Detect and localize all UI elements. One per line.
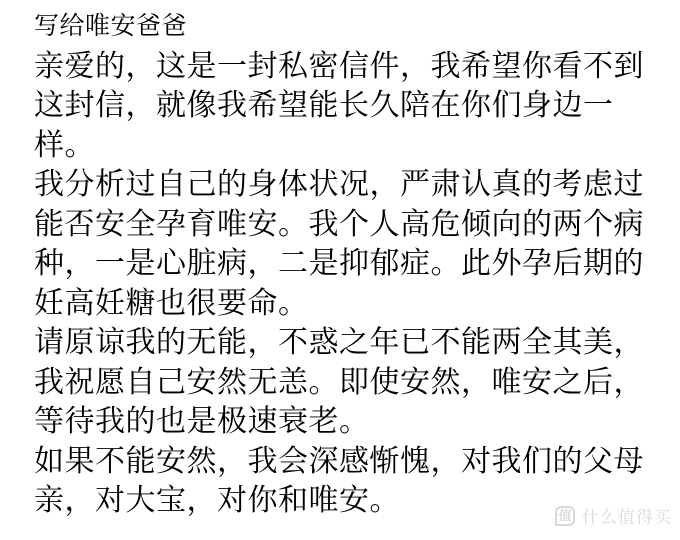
letter-title: 写给唯安爸爸 xyxy=(34,12,188,40)
letter-line: 请原谅我的无能，不惑之年已不能两全其美， xyxy=(34,326,644,359)
letter-line: 样。 xyxy=(34,128,95,162)
letter-line: 亲，对大宝，对你和唯安。 xyxy=(34,484,400,517)
letter-line: 我祝愿自己安然无恙。即使安然，唯安之后， xyxy=(34,365,644,399)
letter-line: 妊高妊糖也很要命。 xyxy=(34,286,309,320)
zhi-logo-icon: 值 xyxy=(555,506,575,526)
letter-line: 种，一是心脏病，二是抑郁症。此外孕后期的 xyxy=(34,247,644,280)
letter-line: 我分析过自己的身体状况，严肃认真的考虑过 xyxy=(34,168,644,201)
watermark-text: 什么值得买 xyxy=(582,508,672,527)
letter-line: 能否安全孕育唯安。我个人高危倾向的两个病 xyxy=(34,207,644,241)
letter-line: 亲爱的，这是一封私密信件，我希望你看不到 xyxy=(34,49,644,83)
letter-line: 如果不能安然，我会深感惭愧，对我们的父母 xyxy=(34,444,644,478)
letter-line: 这封信，就像我希望能长久陪在你们身边一 xyxy=(34,89,614,122)
smzdm-watermark xyxy=(555,503,672,528)
letter-line: 等待我的也是极速衰老。 xyxy=(34,405,370,438)
